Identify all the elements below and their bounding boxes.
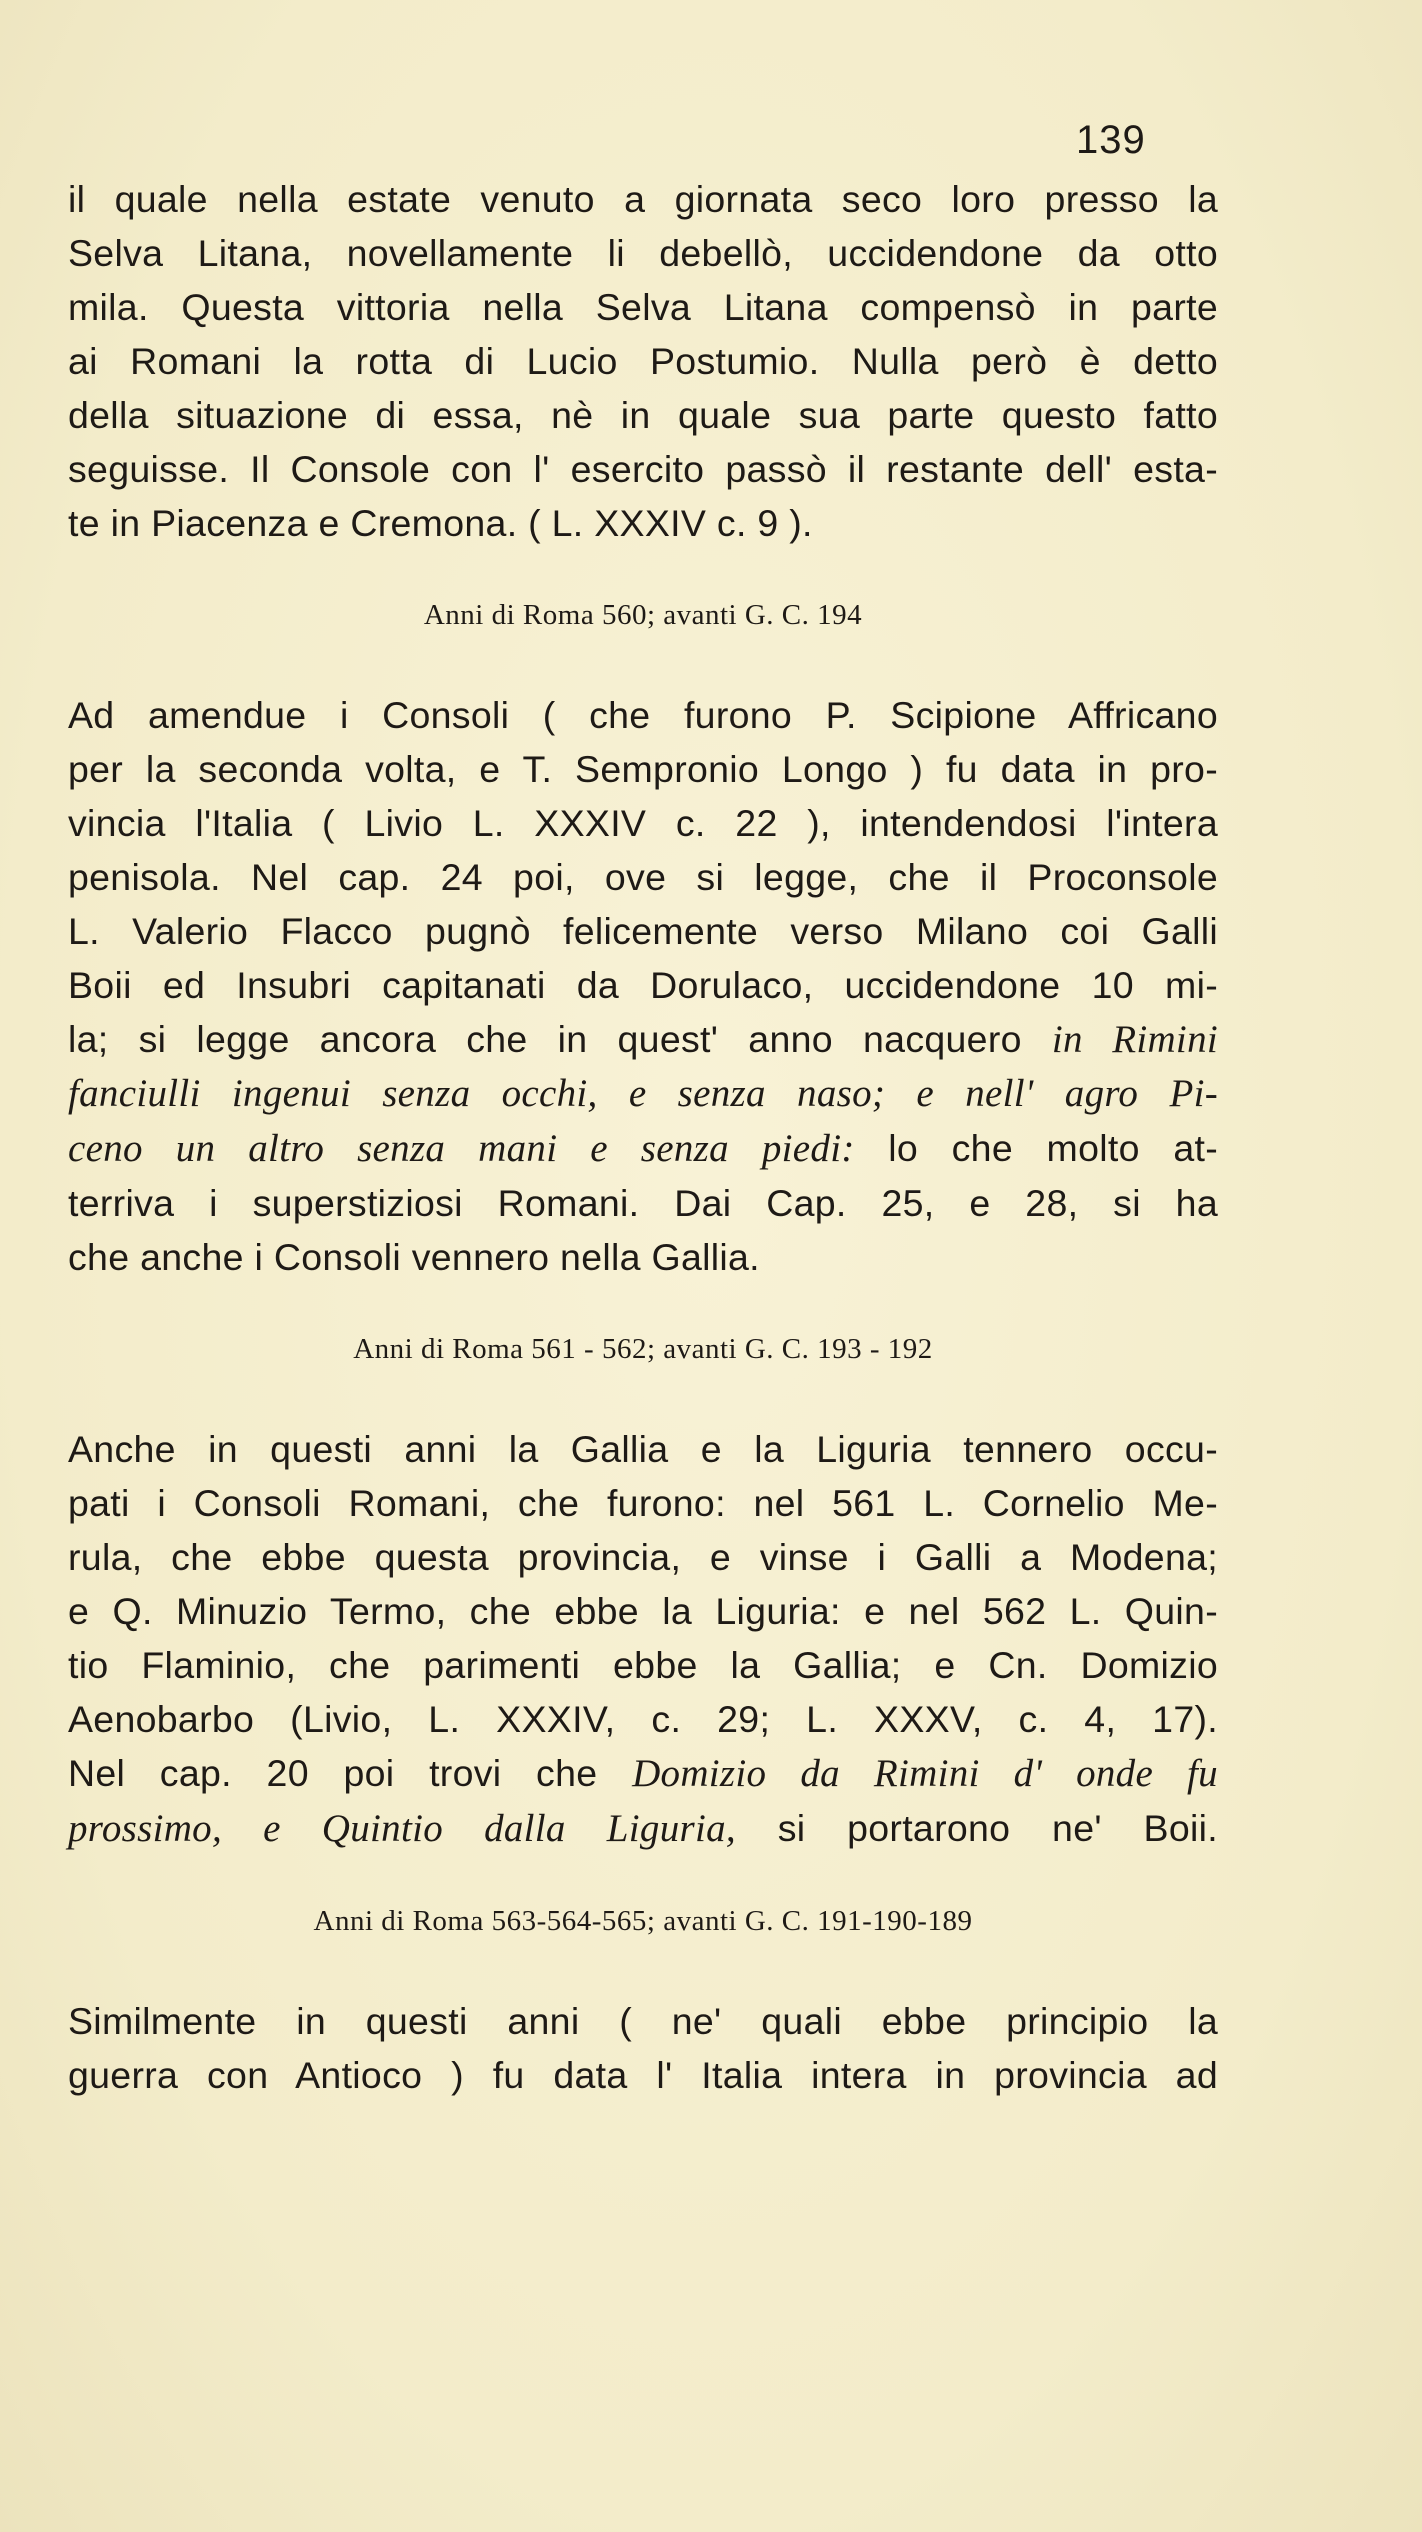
text-line: te in Piacenza e Cremona. ( L. XXXIV c. 9 ). <box>68 502 813 544</box>
italic-fragment: ceno un altro senza mani e senza piedi: <box>68 1127 855 1170</box>
text-line: Ad amendue i Consoli ( che furono P. Scipione Affricano <box>68 694 1218 736</box>
section-heading-561-562: Anni di Roma 561 - 562; avanti G. C. 193 - 192 <box>353 1333 933 1365</box>
text-line: e Q. Minuzio Termo, che ebbe la Liguria: e nel 562 L. Quin- <box>68 1590 1218 1632</box>
text-line: Anche in questi anni la Gallia e la Liguria tennero occu- <box>68 1428 1218 1470</box>
text-line: guerra con Antioco ) fu data l' Italia intera in provincia ad <box>68 2054 1218 2096</box>
paragraph-3 <box>68 1422 1218 1856</box>
text-fragment: lo che molto at- <box>854 1127 1219 1169</box>
text-line: ai Romani la rotta di Lucio Postumio. Nulla però è detto <box>68 340 1218 382</box>
text-line: della situazione di essa, nè in quale sua parte questo fatto <box>68 394 1218 436</box>
paragraph-2 <box>68 688 1218 1284</box>
text-line: Selva Litana, novellamente li debellò, uccidendone da otto <box>68 232 1218 274</box>
text-line: rula, che ebbe questa provincia, e vinse i Galli a Modena; <box>68 1536 1218 1578</box>
paragraph-1 <box>68 172 1218 550</box>
text-line: L. Valerio Flacco pugnò felicemente verso Milano coi Galli <box>68 910 1218 952</box>
italic-fragment: in Rimini <box>1051 1018 1218 1061</box>
italic-fragment: Domizio da Rimini d' onde fu <box>632 1752 1218 1795</box>
text-fragment: Nel cap. 20 poi trovi che <box>68 1752 633 1794</box>
italic-line: fanciulli ingenui senza occhi, e senza naso; e nell' agro Pi- <box>68 1072 1218 1115</box>
text-line: seguisse. Il Console con l' esercito passò il restante dell' esta- <box>68 448 1218 490</box>
text-line: per la seconda volta, e T. Sempronio Longo ) fu data in pro- <box>68 748 1218 790</box>
section-heading-563-565: Anni di Roma 563-564-565; avanti G. C. 191-190-189 <box>313 1905 973 1937</box>
text-line: Similmente in questi anni ( ne' quali ebbe principio la <box>68 2000 1218 2042</box>
section-heading-560: Anni di Roma 560; avanti G. C. 194 <box>423 599 863 631</box>
text-line: che anche i Consoli vennero nella Gallia. <box>68 1236 760 1278</box>
text-line: il quale nella estate venuto a giornata seco loro presso la <box>68 178 1218 220</box>
text-fragment: la; si legge ancora che in quest' anno nacquero <box>68 1018 1052 1060</box>
text-line: terriva i superstiziosi Romani. Dai Cap. 25, e 28, si ha <box>68 1182 1218 1224</box>
text-line: penisola. Nel cap. 24 poi, ove si legge, che il Proconsole <box>68 856 1218 898</box>
text-line: pati i Consoli Romani, che furono: nel 561 L. Cornelio Me- <box>68 1482 1218 1524</box>
text-line <box>68 1746 1218 1801</box>
text-line: Aenobarbo (Livio, L. XXXIV, c. 29; L. XXXV, c. 4, 17). <box>68 1698 1218 1740</box>
italic-fragment: prossimo, e Quintio dalla Liguria, <box>68 1807 736 1850</box>
paragraph-4 <box>68 1994 1218 2102</box>
page-number: 139 <box>1076 118 1146 162</box>
text-line: Boii ed Insubri capitanati da Dorulaco, uccidendone 10 mi- <box>68 964 1218 1006</box>
text-line <box>68 1801 1218 1856</box>
text-line: tio Flaminio, che parimenti ebbe la Gallia; e Cn. Domizio <box>68 1644 1218 1686</box>
text-fragment: si portarono ne' Boii. <box>735 1807 1218 1849</box>
page-body <box>68 172 1218 2102</box>
text-line <box>68 1121 1218 1176</box>
text-line <box>68 1012 1218 1067</box>
text-line: vincia l'Italia ( Livio L. XXXIV c. 22 ), intendendosi l'intera <box>68 802 1218 844</box>
text-line: mila. Questa vittoria nella Selva Litana compensò in parte <box>68 286 1218 328</box>
